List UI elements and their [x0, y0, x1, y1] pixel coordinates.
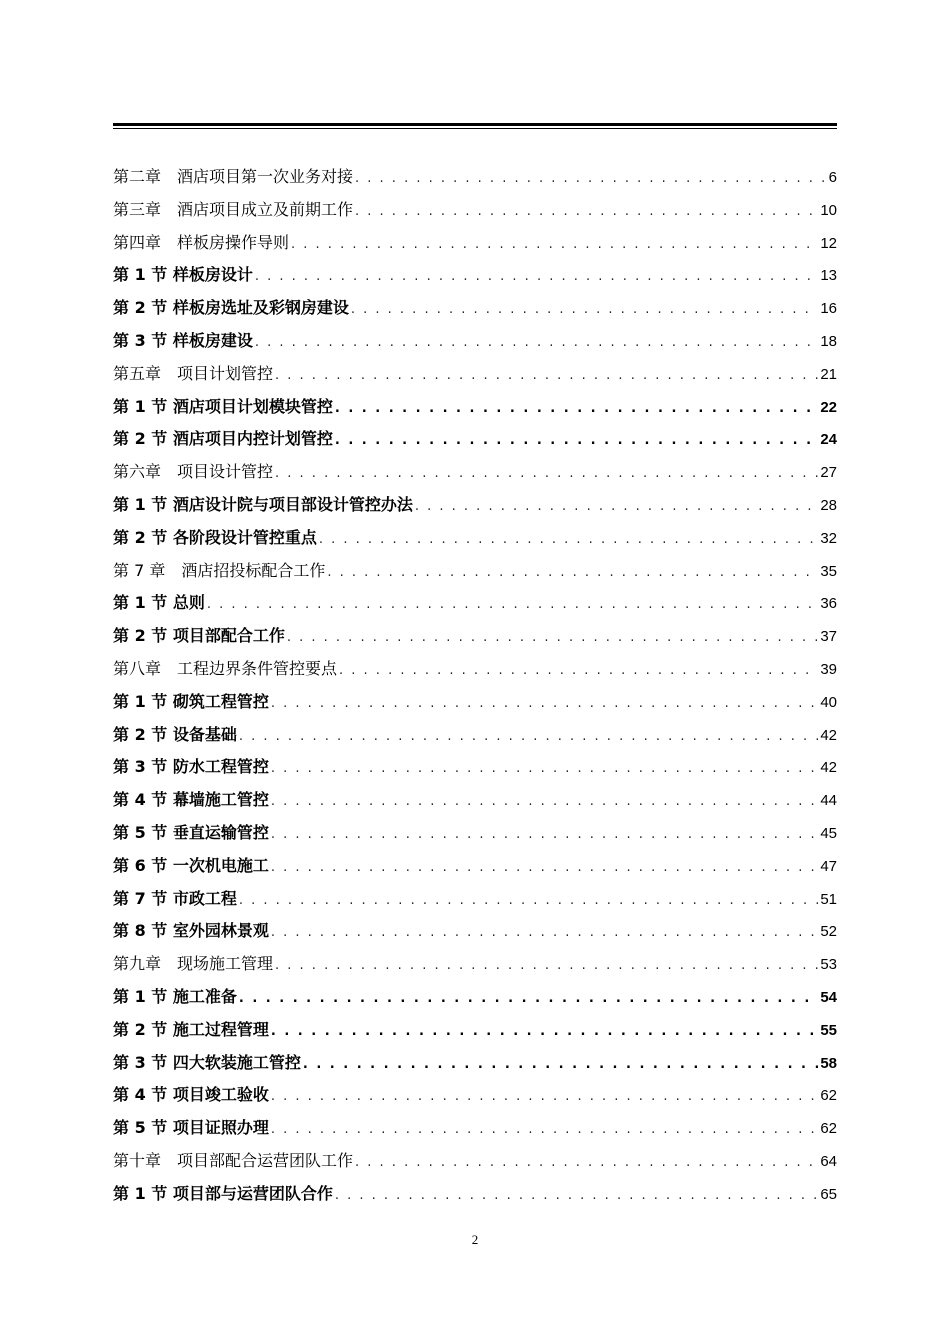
toc-section-entry[interactable]: [113, 689, 837, 722]
toc-entry-page: 40: [820, 693, 837, 711]
toc-leader-dots: [255, 335, 818, 350]
toc-entry-page: 58: [820, 1054, 837, 1072]
toc-section-entry[interactable]: [113, 1050, 837, 1083]
toc-leader-dots: [275, 466, 818, 481]
toc-entry-title: 第三章 酒店项目成立及前期工作: [113, 199, 354, 219]
toc-section-entry[interactable]: [113, 328, 837, 361]
toc-entry-title: 第 1 节 酒店项目计划模块管控: [113, 396, 333, 416]
toc-entry-page: 44: [820, 792, 837, 810]
toc-entry-page: 27: [820, 464, 837, 482]
toc-section-entry[interactable]: [113, 1017, 837, 1050]
toc-section-entry[interactable]: [113, 722, 837, 755]
toc-entry-page: 64: [820, 1152, 837, 1170]
toc-entry-title: 第八章 工程边界条件管控要点: [113, 658, 338, 678]
table-of-contents: [113, 164, 837, 1214]
toc-section-entry[interactable]: [113, 1115, 837, 1148]
toc-chapter-entry[interactable]: [113, 656, 837, 689]
toc-entry-page: 65: [820, 1185, 837, 1203]
toc-entry-title: 第 2 节 各阶段设计管控重点: [113, 527, 317, 547]
toc-entry-page: 62: [820, 1087, 837, 1105]
toc-section-entry[interactable]: [113, 262, 837, 295]
toc-leader-dots: [271, 1122, 818, 1137]
toc-leader-dots: [355, 171, 827, 186]
toc-entry-title: 第二章 酒店项目第一次业务对接: [113, 167, 354, 186]
toc-entry-page: 54: [820, 988, 837, 1006]
toc-entry-page: 62: [820, 1120, 837, 1138]
toc-entry-title: 第 5 节 项目证照办理: [113, 1118, 269, 1138]
toc-leader-dots: [291, 237, 818, 252]
toc-entry-page: 18: [820, 332, 837, 350]
toc-entry-page: 45: [820, 824, 837, 842]
toc-entry-title: 第五章 项目计划管控: [113, 363, 274, 383]
toc-entry-title: 第 2 节 设备基础: [113, 724, 237, 744]
toc-entry-title: 第四章 样板房操作导则: [113, 232, 290, 252]
toc-entry-title: 第 7 节 市政工程: [113, 888, 237, 908]
header-rule-thin: [113, 128, 837, 129]
toc-section-entry[interactable]: [113, 623, 837, 656]
toc-entry-title: 第 2 节 样板房选址及彩钢房建设: [113, 298, 349, 318]
toc-leader-dots: [287, 630, 818, 645]
toc-entry-title: 第 5 节 垂直运输管控: [113, 822, 269, 842]
toc-entry-page: 32: [820, 529, 837, 547]
toc-entry-page: 28: [820, 496, 837, 514]
toc-leader-dots: [335, 1188, 818, 1203]
toc-entry-title: 第 3 节 防水工程管控: [113, 757, 269, 777]
toc-leader-dots: [319, 532, 818, 547]
toc-chapter-entry[interactable]: [113, 164, 837, 197]
toc-leader-dots: [271, 1089, 818, 1104]
toc-section-entry[interactable]: [113, 295, 837, 328]
toc-leader-dots: [327, 565, 818, 580]
toc-leader-dots: [239, 991, 818, 1006]
toc-entry-title: 第六章 项目设计管控: [113, 462, 274, 482]
toc-entry-title: 第 7 章 酒店招投标配合工作: [113, 560, 326, 580]
toc-leader-dots: [335, 401, 818, 416]
toc-leader-dots: [275, 958, 818, 973]
toc-section-entry[interactable]: [113, 984, 837, 1017]
toc-entry-title: 第 2 节 施工过程管理: [113, 1019, 269, 1039]
toc-section-entry[interactable]: [113, 886, 837, 919]
toc-section-entry[interactable]: [113, 918, 837, 951]
toc-leader-dots: [255, 269, 818, 284]
toc-leader-dots: [271, 794, 818, 809]
toc-section-entry[interactable]: [113, 853, 837, 886]
toc-entry-title: 第 3 节 样板房建设: [113, 330, 253, 350]
toc-leader-dots: [355, 1155, 818, 1170]
toc-entry-title: 第 1 节 总则: [113, 593, 205, 613]
toc-leader-dots: [339, 663, 818, 678]
toc-entry-title: 第 6 节 一次机电施工: [113, 855, 269, 875]
toc-entry-page: 35: [820, 562, 837, 580]
toc-entry-page: 12: [820, 234, 837, 252]
header-rule-thick: [113, 123, 837, 126]
toc-entry-page: 52: [820, 923, 837, 941]
toc-entry-title: 第 1 节 施工准备: [113, 986, 237, 1006]
toc-section-entry[interactable]: [113, 525, 837, 558]
toc-entry-title: 第 1 节 酒店设计院与项目部设计管控办法: [113, 494, 413, 514]
toc-leader-dots: [271, 827, 818, 842]
toc-leader-dots: [335, 433, 818, 448]
toc-section-entry[interactable]: [113, 394, 837, 427]
toc-section-entry[interactable]: [113, 1181, 837, 1214]
toc-leader-dots: [275, 368, 818, 383]
toc-entry-page: 13: [820, 267, 837, 285]
page-number: 2: [471, 1232, 479, 1247]
toc-leader-dots: [303, 1057, 818, 1072]
toc-entry-title: 第 8 节 室外园林景观: [113, 921, 269, 941]
toc-leader-dots: [239, 893, 818, 908]
toc-leader-dots: [271, 860, 818, 875]
toc-chapter-entry[interactable]: [113, 558, 837, 591]
toc-chapter-entry[interactable]: [113, 459, 837, 492]
toc-section-entry[interactable]: [113, 426, 837, 459]
toc-leader-dots: [239, 729, 818, 744]
toc-entry-page: 51: [820, 890, 837, 908]
toc-entry-title: 第 2 节 项目部配合工作: [113, 626, 285, 646]
toc-leader-dots: [271, 925, 818, 940]
toc-chapter-entry[interactable]: [113, 197, 837, 230]
toc-leader-dots: [271, 696, 818, 711]
toc-entry-page: 22: [820, 398, 837, 416]
toc-section-entry[interactable]: [113, 492, 837, 525]
toc-chapter-entry[interactable]: [113, 1148, 837, 1181]
toc-entry-page: 42: [820, 759, 837, 777]
toc-section-entry[interactable]: [113, 754, 837, 787]
toc-chapter-entry[interactable]: [113, 951, 837, 984]
toc-entry-page: 47: [820, 857, 837, 875]
toc-entry-title: 第 4 节 幕墙施工管控: [113, 790, 269, 810]
toc-entry-page: 24: [820, 431, 837, 449]
toc-section-entry[interactable]: [113, 1082, 837, 1115]
toc-leader-dots: [271, 761, 818, 776]
toc-entry-page: 36: [820, 595, 837, 613]
toc-leader-dots: [415, 499, 818, 514]
toc-entry-page: 16: [820, 300, 837, 318]
toc-entry-title: 第 4 节 项目竣工验收: [113, 1085, 269, 1105]
toc-leader-dots: [351, 302, 818, 317]
toc-entry-page: 37: [820, 628, 837, 646]
toc-section-entry[interactable]: [113, 590, 837, 623]
toc-entry-title: 第 2 节 酒店项目内控计划管控: [113, 429, 333, 449]
toc-section-entry[interactable]: [113, 787, 837, 820]
toc-entry-page: 53: [820, 956, 837, 974]
toc-entry-page: 10: [820, 201, 837, 219]
toc-leader-dots: [355, 204, 818, 219]
toc-entry-page: 55: [820, 1021, 837, 1039]
toc-leader-dots: [271, 1024, 818, 1039]
toc-entry-page: 21: [820, 365, 837, 383]
toc-entry-page: 42: [820, 726, 837, 744]
toc-entry-title: 第九章 现场施工管理: [113, 954, 274, 974]
toc-section-entry[interactable]: [113, 820, 837, 853]
toc-chapter-entry[interactable]: [113, 361, 837, 394]
toc-entry-page: 6: [828, 169, 837, 186]
toc-entry-title: 第十章 项目部配合运营团队工作: [113, 1150, 354, 1170]
toc-leader-dots: [207, 597, 818, 612]
toc-chapter-entry[interactable]: [113, 230, 837, 263]
toc-entry-title: 第 1 节 样板房设计: [113, 265, 253, 285]
toc-entry-title: 第 1 节 项目部与运营团队合作: [113, 1183, 333, 1203]
toc-entry-page: 39: [820, 660, 837, 678]
toc-entry-title: 第 3 节 四大软装施工管控: [113, 1052, 301, 1072]
toc-entry-title: 第 1 节 砌筑工程管控: [113, 691, 269, 711]
